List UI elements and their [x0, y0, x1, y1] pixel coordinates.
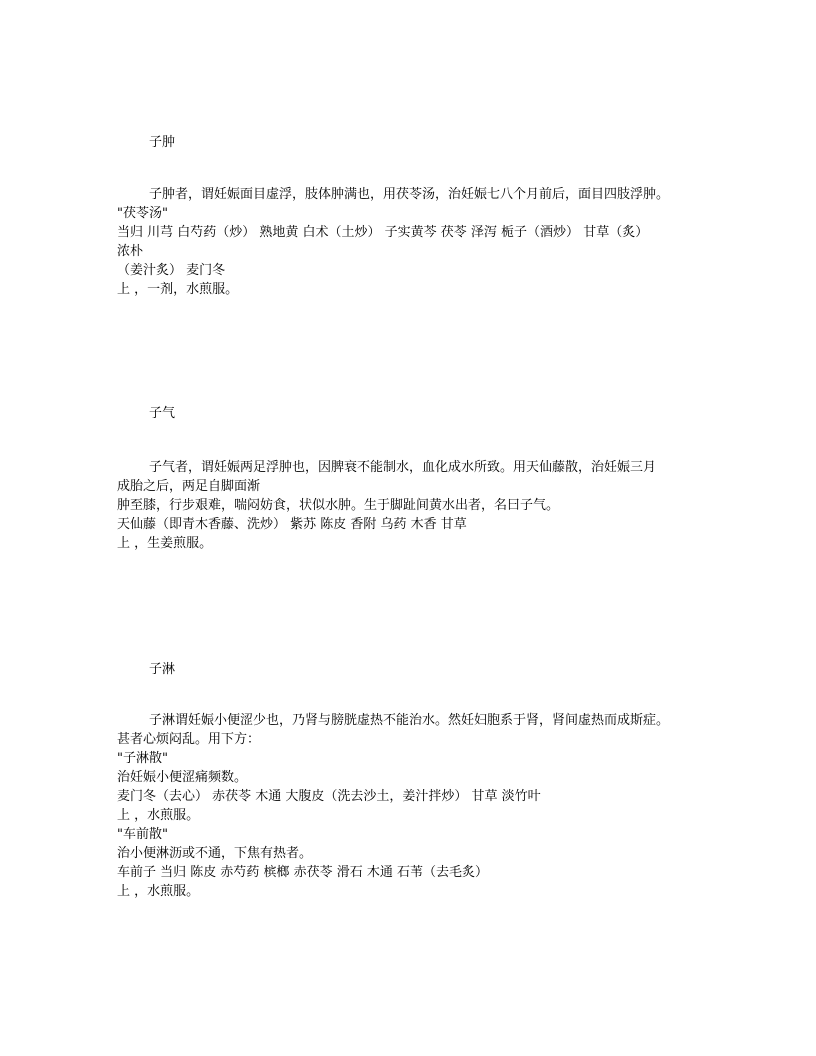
paragraph-line: 成胎之后，两足自脚面渐: [117, 479, 261, 494]
ingredient-line: 车前子 当归 陈皮 赤芍药 槟榔 赤茯苓 滑石 木通 石苇（去毛炙）: [117, 865, 489, 880]
section-body-zilin: [117, 711, 707, 901]
section-body-ziqi: [117, 458, 707, 553]
section-heading-zilin: 子淋: [149, 662, 176, 677]
paragraph-line: 子气者，谓妊娠两足浮肿也，因脾衰不能制水，血化成水所致。用天仙藤散，治妊娠三月: [149, 460, 657, 475]
indication-line: 治妊娠小便涩痛频数。: [117, 770, 248, 785]
ingredient-line: 麦门冬（去心） 赤茯苓 木通 大腹皮（洗去沙土，姜汁拌炒） 甘草 淡竹叶: [117, 789, 541, 804]
section-heading-ziqi: 子气: [149, 406, 176, 421]
paragraph-line: 甚者心烦闷乱。用下方：: [117, 732, 261, 747]
ingredient-line: （姜汁炙） 麦门冬: [117, 263, 226, 278]
formula-title: "茯苓汤": [117, 206, 168, 221]
indication-line: 治小便淋沥或不通，下焦有热者。: [117, 846, 313, 861]
preparation-line: 上 ，水煎服。: [117, 808, 200, 823]
formula-title: "子淋散": [117, 751, 168, 766]
preparation-line: 上 ，水煎服。: [117, 884, 200, 899]
paragraph-line: 子肿者，谓妊娠面目虚浮，肢体肿满也，用茯苓汤，治妊娠七八个月前后，面目四肢浮肿。: [149, 187, 670, 202]
ingredient-line: 浓朴: [117, 244, 144, 259]
ingredient-line: 天仙藤（即青木香藤、洗炒） 紫苏 陈皮 香附 乌药 木香 甘草: [117, 517, 467, 532]
preparation-line: 上 ，生姜煎服。: [117, 536, 213, 551]
paragraph-line: 子淋谓妊娠小便涩少也，乃肾与膀胱虚热不能治水。然妊妇胞系于肾，肾间虚热而成斯症。: [149, 713, 670, 728]
paragraph-line: 肿至膝，行步艰难，喘闷妨食，状似水肿。生于脚趾间黄水出者，名曰子气。: [117, 498, 560, 513]
formula-title: "车前散": [117, 827, 168, 842]
preparation-line: 上 ，一剂，水煎服。: [117, 282, 239, 297]
section-body-zizhong: [117, 185, 707, 299]
ingredient-line: 当归 川芎 白芍药（炒） 熟地黄 白术（土炒） 子实黄芩 茯苓 泽泻 栀子（酒炒） 甘草（炙）: [117, 225, 649, 240]
section-heading-zizhong: 子肿: [149, 135, 176, 150]
